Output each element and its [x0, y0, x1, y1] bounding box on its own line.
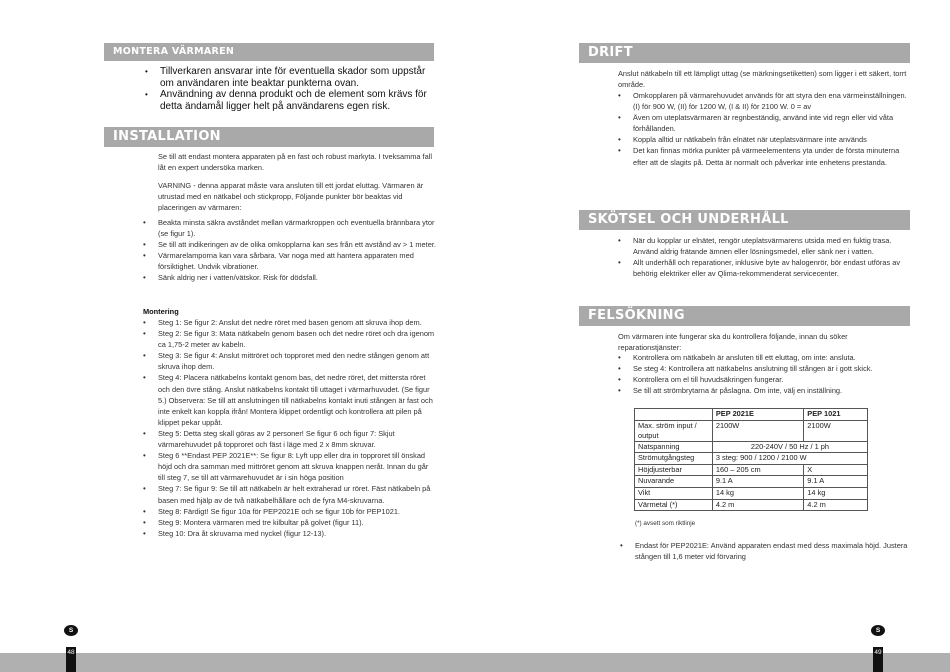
section-title: SKÖTSEL OCH UNDERHÅLL	[588, 212, 789, 227]
column-header: PEP 2021E	[712, 409, 803, 421]
table-row: Nuvarande 9.1 A 9.1 A	[635, 476, 868, 488]
final-bullet	[619, 540, 911, 562]
section-title: INSTALLATION	[113, 129, 221, 144]
list-item: • Steg 10: Dra åt skruvarna med nyckel (figur 12-13).	[142, 528, 436, 539]
section-title: FELSÖKNING	[588, 308, 685, 323]
list-item: • Även om uteplatsvärmaren är regnbeständig, använd inte vid regn eller vid våta förhållanden.	[617, 112, 911, 134]
drift-intro: Anslut nätkabeln till ett lämpligt uttag (se märkningsetiketten) som ligger i ett säkert, torrt område.	[618, 69, 907, 90]
page-number: 49	[873, 647, 883, 672]
felsokning-bullets	[617, 352, 911, 396]
warning-text: VARNING - denna apparat måste vara ansluten till ett jordat eluttag. Värmaren är utrustad med en nätkabel och stickpropp, Följande punkter bör beaktas vid placeringen av värmaren:	[158, 181, 424, 213]
list-item: • Steg 8: Färdigt! Se figur 10a för PEP2021E och se figur 10b för PEP1021.	[142, 506, 436, 517]
table-row: Vikt 14 kg 14 kg	[635, 487, 868, 499]
list-item: • Värmarelamporna kan vara sårbara. Var noga med att hantera apparaten med försiktighet. Undvik vibrationer.	[142, 250, 436, 272]
right-page	[475, 0, 950, 672]
list-item: • Se till att indikeringen av de olika omkopplarna kan ses från ett avstånd av > 1 meter.	[142, 239, 436, 250]
montera-bullets	[144, 66, 436, 112]
section-title: MONTERA VÄRMAREN	[113, 46, 235, 57]
list-item: • Steg 9: Montera värmaren med tre kilbultar på golvet (figur 11).	[142, 517, 436, 528]
section-title: DRIFT	[588, 45, 633, 60]
list-item: • Allt underhåll och reparationer, inklusive byte av halogenrör, bör endast utföras av behörig elektriker eller av Qlima-rekommenderat servicecenter.	[617, 257, 911, 279]
section-header-montera	[104, 43, 434, 61]
skotsel-bullets	[617, 235, 911, 279]
list-item: • Kontrollera om el till huvudsäkringen fungerar.	[617, 374, 911, 385]
page-number: 48	[66, 647, 76, 672]
table-footnote: (*) avsett som riktlinje	[635, 520, 696, 527]
list-item: • Användning av denna produkt och de element som krävs för detta ändamål ligger helt på användarens egen risk.	[144, 89, 436, 112]
table-row: Natspanning 220-240V / 50 Hz / 1 ph	[635, 441, 868, 453]
section-header-felsokning	[579, 306, 910, 326]
list-item: • Se steg 4: Kontrollera att nätkabelns anslutning till stången är i gott skick.	[617, 363, 911, 374]
table-row: Värmetal (*) 4.2 m 4.2 m	[635, 499, 868, 511]
list-item: • Steg 3: Se figur 4: Anslut mittröret och topproret med den nedre stången genom att skruva ihop dem.	[142, 350, 436, 372]
table-row: Strömutgångsteg 3 steg: 900 / 1200 / 2100 W	[635, 453, 868, 465]
felsokning-intro: Om värmaren inte fungerar ska du kontrollera följande, innan du söker reparationstjänster:	[618, 332, 848, 353]
drift-bullets	[617, 90, 911, 168]
list-item: • Det kan finnas mörka punkter på värmeelementens yta under de första minuterna efter att de slagits på. Detta är normalt och påverkar inte enhetens prestanda.	[617, 145, 911, 167]
list-item: • Beakta minsta säkra avståndet mellan värmarkroppen och eventuella brännbara ytor (se figur 1).	[142, 217, 436, 239]
list-item: • Steg 7: Se figur 9: Se till att nätkabeln är helt extraherad ur röret. Fäst nätkabeln på basen med hjälp av de två nätkabelhållare och de fyra M4-skruvarna.	[142, 483, 436, 505]
list-item: • Kontrollera om nätkabeln är ansluten till ett eluttag, om inte: ansluta.	[617, 352, 911, 363]
section-header-drift	[579, 43, 910, 63]
language-badge: S	[871, 625, 885, 636]
table-row: Höjdjusterbar 160 – 205 cm X	[635, 464, 868, 476]
list-item: • Se till att strömbrytarna är påslagna. Om inte, välj en inställning.	[617, 385, 911, 396]
section-header-installation	[104, 127, 434, 147]
list-item: • Koppla alltid ur nätkabeln från elnätet när uteplatsvärmare inte används	[617, 134, 911, 145]
column-header: PEP 1021	[804, 409, 868, 421]
table-row: Max. ström input / output 2100W 2100W	[635, 420, 868, 441]
installation-intro: Se till att endast montera apparaten på en fast och robust markyta. I tveksamma fall låt en expert undersöka marken.	[158, 152, 433, 173]
list-item: • Omkopplaren på värmarehuvudet används för att styra den ena värmeinställningen. (I) för 900 W, (II) för 1200 W, (I & II) för 2100 W. 0 = av	[617, 90, 911, 112]
installation-bullets	[142, 217, 436, 284]
section-header-skotsel	[579, 210, 910, 230]
list-item: • Tillverkaren ansvarar inte för eventuella skador som uppstår om användaren inte beaktar punkterna ovan.	[144, 66, 436, 89]
list-item: • Steg 2: Se figur 3: Mata nätkabeln genom basen och det nedre röret och dra igenom ca 1,75-2 meter av kabeln.	[142, 328, 436, 350]
montering-steps	[142, 317, 436, 539]
list-item: • Steg 4: Placera nätkabelns kontakt genom bas, det nedre röret, det mittersta röret och den övre stång. Anslut nätkabelns kontakt till uttaget i värmarhuvudet. (Se figur 5.) Observera: Se till att anslutningen till nätkabelns kontakt inuti stången är fast och inte enkelt kan koppla ifrån! Montera klippet ordentligt och kontrollera att pilen på klippet pekar uppåt.	[142, 372, 436, 427]
installation-body	[158, 151, 436, 213]
table-header-row	[635, 409, 868, 421]
language-badge: S	[64, 625, 78, 636]
list-item: • Endast för PEP2021E: Använd apparaten endast med dess maximala höjd. Justera stången till 1,6 meter vid förvaring	[619, 540, 911, 562]
list-item: • Steg 6 **Endast PEP 2021E**: Se figur 8: Lyft upp eller dra in topproret till önskad höjd och dra samman med mittröret genom att skruva knappen neråt. Innan du går till steg 7, se till att värmarehuvudet är i sin höga position	[142, 450, 436, 483]
montering-heading: Montering	[143, 307, 179, 316]
spec-table	[634, 408, 868, 511]
list-item: • Sänk aldrig ner i vatten/vätskor. Risk för dödsfall.	[142, 272, 436, 283]
list-item: • När du kopplar ur elnätet, rengör uteplatsvärmarens utsida med en fuktig trasa. Använd aldrig frätande ämnen eller lösningsmedel, eller sänk ner i vatten.	[617, 235, 911, 257]
list-item: • Steg 5: Detta steg skall göras av 2 personer! Se figur 6 och figur 7: Skjut värmarehuvudet på topproret och fäst i läge med 2 x 8mm skruvar.	[142, 428, 436, 450]
list-item: • Steg 1: Se figur 2: Anslut det nedre röret med basen genom att skruva ihop dem.	[142, 317, 436, 328]
